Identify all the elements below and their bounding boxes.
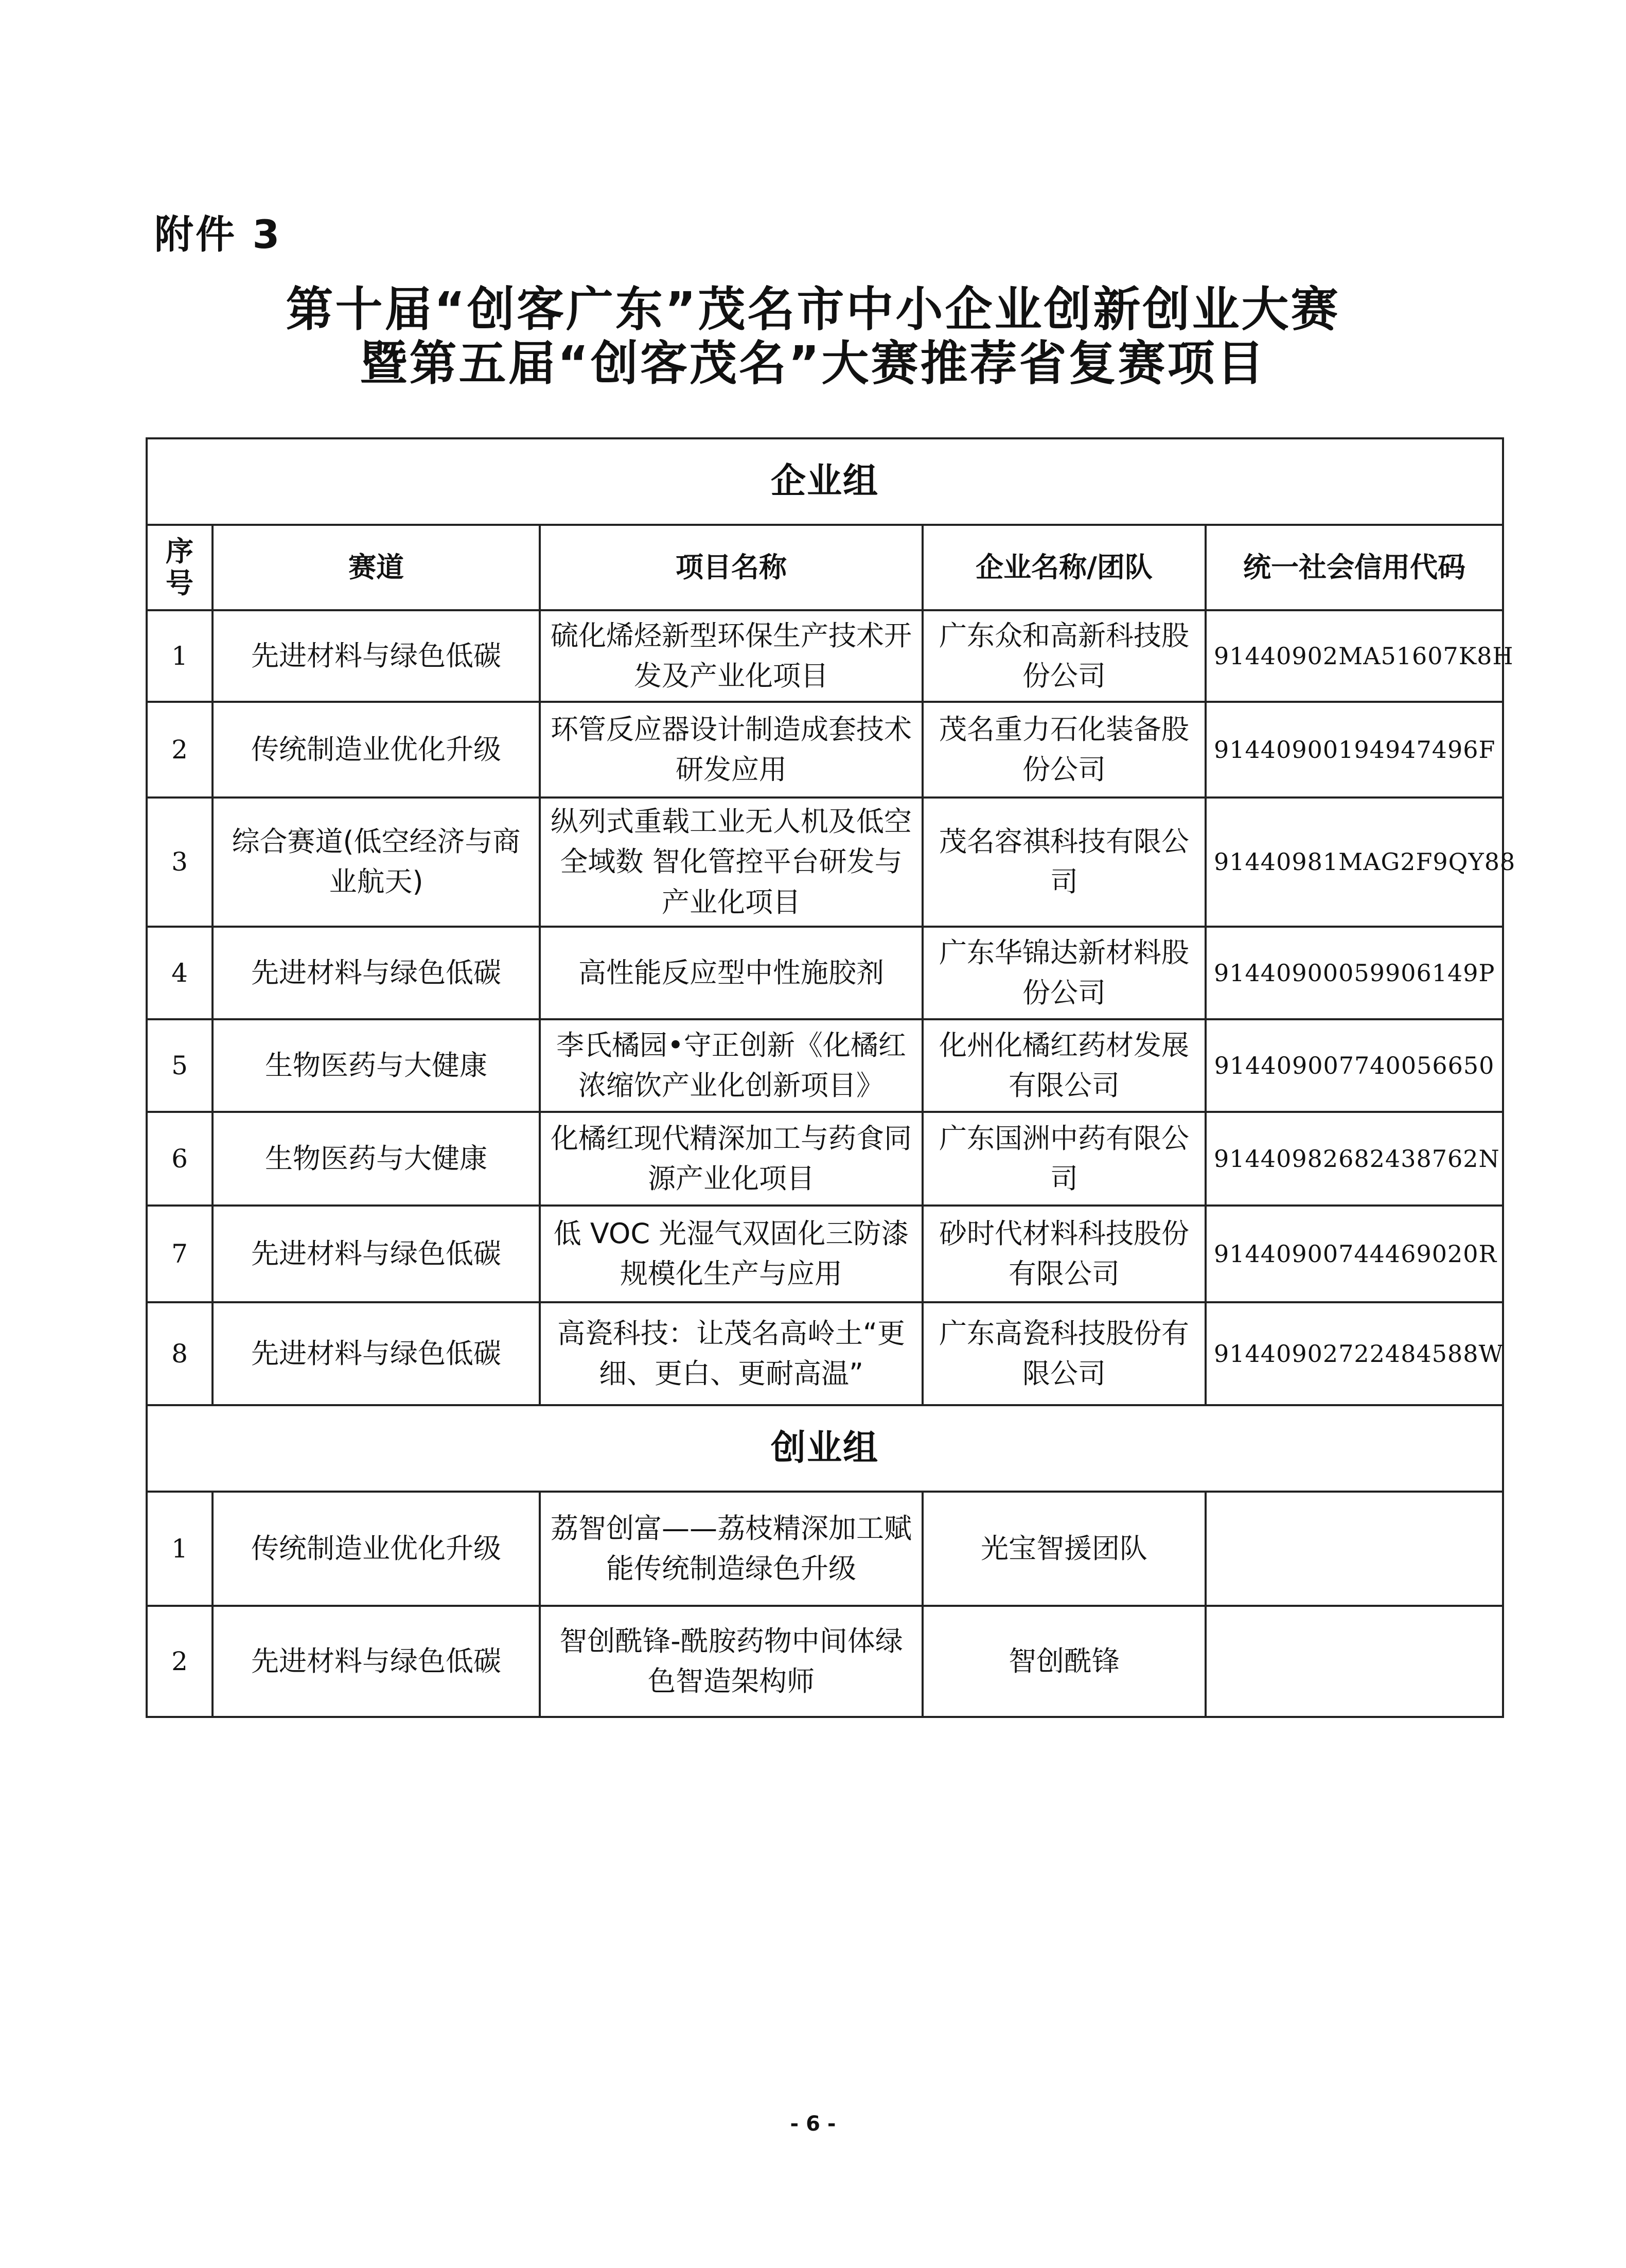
row-credit-code: 91440902722484588W: [1206, 1302, 1503, 1405]
header-project: 项目名称: [540, 525, 923, 610]
row-track: 先进材料与绿色低碳: [213, 610, 540, 702]
page-number: - 6 -: [790, 2112, 836, 2136]
row-seq: 6: [147, 1112, 213, 1206]
row-seq: 3: [147, 798, 213, 927]
row-seq: 5: [147, 1019, 213, 1112]
row-credit-code: 91440982682438762N: [1206, 1112, 1503, 1206]
header-company: 企业名称/团队: [923, 525, 1206, 610]
table-row: [147, 1606, 1503, 1717]
row-project: 荔智创富——荔枝精深加工赋能传统制造绿色升级: [540, 1492, 923, 1606]
group-row-enterprise: [147, 438, 1503, 525]
table-row: [147, 1019, 1503, 1112]
row-project: 环管反应器设计制造成套技术研发应用: [540, 702, 923, 798]
row-credit-code: 91440981MAG2F9QY88: [1206, 798, 1503, 927]
row-company: 化州化橘红药材发展有限公司: [923, 1019, 1206, 1112]
row-project: 低 VOC 光湿气双固化三防漆规模化生产与应用: [540, 1206, 923, 1302]
row-company: 广东华锦达新材料股份公司: [923, 927, 1206, 1019]
table-row: [147, 798, 1503, 927]
row-project: 硫化烯烃新型环保生产技术开发及产业化项目: [540, 610, 923, 702]
row-credit-code: [1206, 1492, 1503, 1606]
row-seq: 2: [147, 702, 213, 798]
row-company: 广东众和高新科技股份公司: [923, 610, 1206, 702]
row-credit-code: 91440900744469020R: [1206, 1206, 1503, 1302]
row-project: 智创酰锋-酰胺药物中间体绿色智造架构师: [540, 1606, 923, 1717]
table-row: [147, 1112, 1503, 1206]
projects-table: [146, 437, 1516, 1718]
row-seq: 7: [147, 1206, 213, 1302]
document-title-line2: 暨第五届“创客茂名”大赛推荐省复赛项目: [360, 336, 1266, 391]
row-track: 先进材料与绿色低碳: [213, 1206, 540, 1302]
row-credit-code: [1206, 1606, 1503, 1717]
row-seq: 8: [147, 1302, 213, 1405]
row-company: 砂时代材料科技股份有限公司: [923, 1206, 1206, 1302]
table-row: [147, 702, 1503, 798]
row-credit-code: 91440900194947496F: [1206, 702, 1503, 798]
row-seq: 4: [147, 927, 213, 1019]
group-label-enterprise: 企业组: [147, 438, 1503, 525]
row-project: 李氏橘园•守正创新《化橘红浓缩饮产业化创新项目》: [540, 1019, 923, 1112]
row-credit-code: 91440902MA51607K8H: [1206, 610, 1503, 702]
row-track: 传统制造业优化升级: [213, 702, 540, 798]
row-track: 先进材料与绿色低碳: [213, 1606, 540, 1717]
table-row: [147, 927, 1503, 1019]
row-company: 光宝智援团队: [923, 1492, 1206, 1606]
row-company: 智创酰锋: [923, 1606, 1206, 1717]
row-track: 综合赛道(低空经济与商业航天): [213, 798, 540, 927]
header-credit-code: 统一社会信用代码: [1206, 525, 1503, 610]
document-title-line1: 第十届“创客广东”茂名市中小企业创新创业大赛: [286, 282, 1340, 337]
row-project: 高瓷科技：让茂名高岭土“更细、更白、更耐高温”: [540, 1302, 923, 1405]
row-project: 化橘红现代精深加工与药食同源产业化项目: [540, 1112, 923, 1206]
row-company: 茂名重力石化装备股份公司: [923, 702, 1206, 798]
row-project: 纵列式重载工业无人机及低空全域数 智化管控平台研发与产业化项目: [540, 798, 923, 927]
row-track: 传统制造业优化升级: [213, 1492, 540, 1606]
row-track: 生物医药与大健康: [213, 1112, 540, 1206]
row-credit-code: 91440900059906149P: [1206, 927, 1503, 1019]
row-track: 先进材料与绿色低碳: [213, 1302, 540, 1405]
row-track: 先进材料与绿色低碳: [213, 927, 540, 1019]
row-company: 茂名容祺科技有限公司: [923, 798, 1206, 927]
table-header-row: [147, 525, 1503, 610]
row-company: 广东高瓷科技股份有限公司: [923, 1302, 1206, 1405]
row-seq: 1: [147, 1492, 213, 1606]
attachment-label: 附件 3: [154, 211, 282, 257]
header-seq: 序号: [147, 525, 213, 610]
row-seq: 1: [147, 610, 213, 702]
header-track: 赛道: [213, 525, 540, 610]
table-row: [147, 1492, 1503, 1606]
row-project: 高性能反应型中性施胶剂: [540, 927, 923, 1019]
table-row: [147, 610, 1503, 702]
row-seq: 2: [147, 1606, 213, 1717]
row-track: 生物医药与大健康: [213, 1019, 540, 1112]
group-label-startup: 创业组: [147, 1405, 1503, 1492]
group-row-startup: [147, 1405, 1503, 1492]
table-row: [147, 1206, 1503, 1302]
table-row: [147, 1302, 1503, 1405]
row-credit-code: 914409007740056650: [1206, 1019, 1503, 1112]
row-company: 广东国洲中药有限公司: [923, 1112, 1206, 1206]
